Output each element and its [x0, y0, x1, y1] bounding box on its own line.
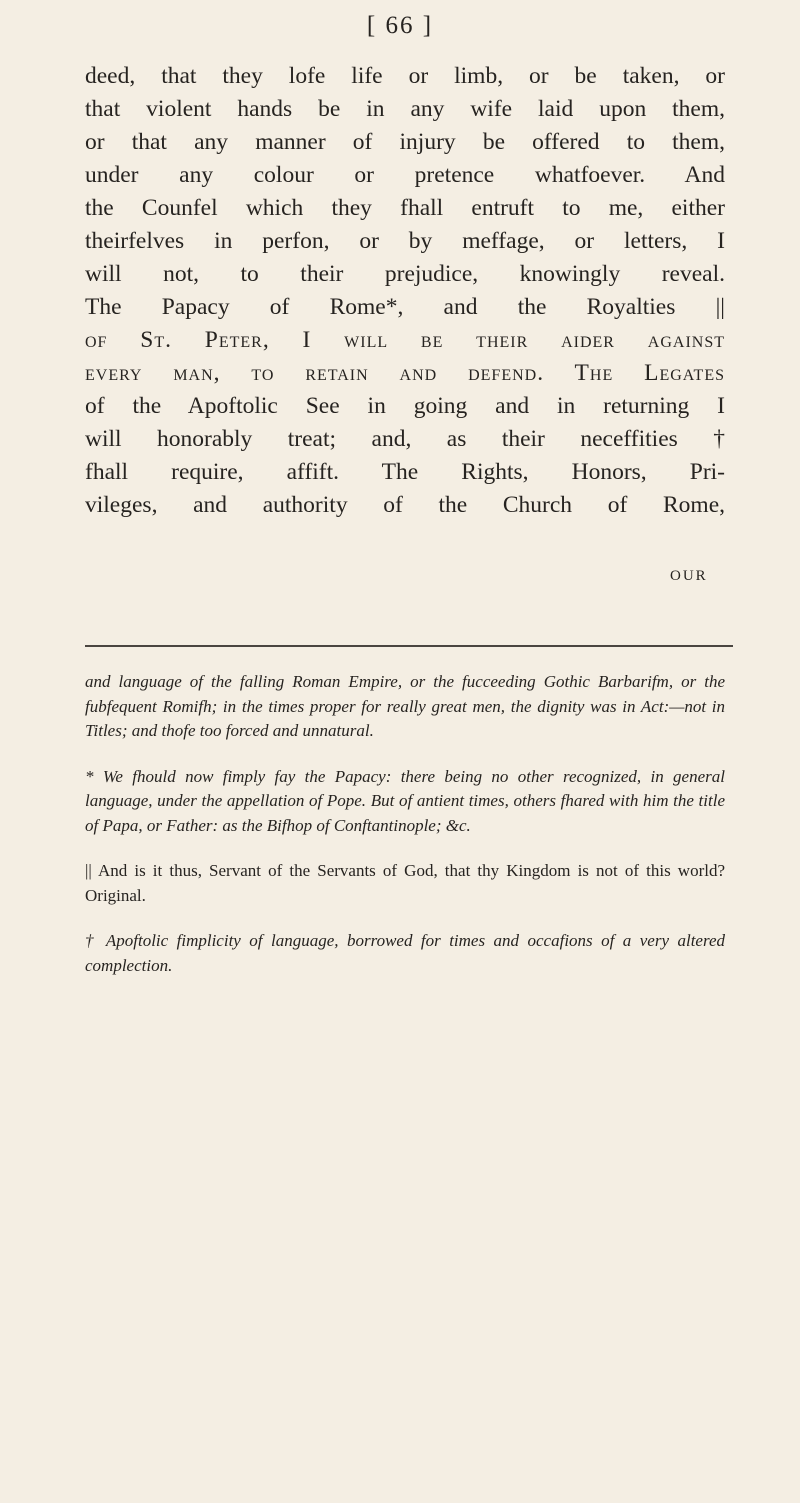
body-line-6: theirfelves in perfon, or by meffage, or letters, I: [85, 228, 725, 254]
body-line-2: that violent hands be in any wife laid upon them,: [85, 96, 725, 122]
body-line-4: under any colour or pretence whatfoever. And: [85, 162, 725, 188]
body-line-11: of the Apoftolic See in going and in returning I: [85, 393, 725, 419]
catchword: OUR: [670, 568, 708, 584]
footnotes: [85, 670, 725, 999]
body-line-10: every man, to retain and defend. The Legates: [85, 360, 725, 386]
body-line-1: deed, that they lofe life or limb, or be taken, or: [85, 63, 725, 89]
footnote-dagger: † Apoftolic fimplicity of language, borrowed for times and occafions of a very altered complection.: [85, 931, 725, 975]
footnote-continuation: and language of the falling Roman Empire, or the fucceeding Gothic Barbarifm, or the fubfequent Romifh; in the times proper for really great men, the dignity was in Act:—not in Titles; and thofe too forced and unnatural.: [85, 672, 725, 740]
body-line-5: the Counfel which they fhall entruft to me, either: [85, 195, 725, 221]
body-line-14: vileges, and authority of the Church of Rome,: [85, 492, 725, 518]
footnote-rule: [85, 645, 733, 647]
footnote-star: * We fhould now fimply fay the Papacy: there being no other recognized, in general language, under the appellation of Pope. But of antient times, others fhared with him the title of Papa, or Father: as the Bifhop of Conftantinople; &c.: [85, 766, 725, 835]
body-line-8: The Papacy of Rome*, and the Royalties ||: [85, 294, 725, 320]
body-line-12: will honorably treat; and, as their neceffities †: [85, 426, 725, 452]
body-text: [85, 60, 725, 522]
footnote-parallel: || And is it thus, Servant of the Servants of God, that thy Kingdom is not of this world? Original.: [85, 861, 725, 905]
body-line-13: fhall require, affift. The Rights, Honors, Pri-: [85, 459, 725, 485]
body-line-3: or that any manner of injury be offered to them,: [85, 129, 725, 155]
body-line-7: will not, to their prejudice, knowingly reveal.: [85, 261, 725, 287]
page-number: [ 66 ]: [366, 12, 434, 39]
body-line-9: of St. Peter, I will be their aider against: [85, 327, 725, 353]
